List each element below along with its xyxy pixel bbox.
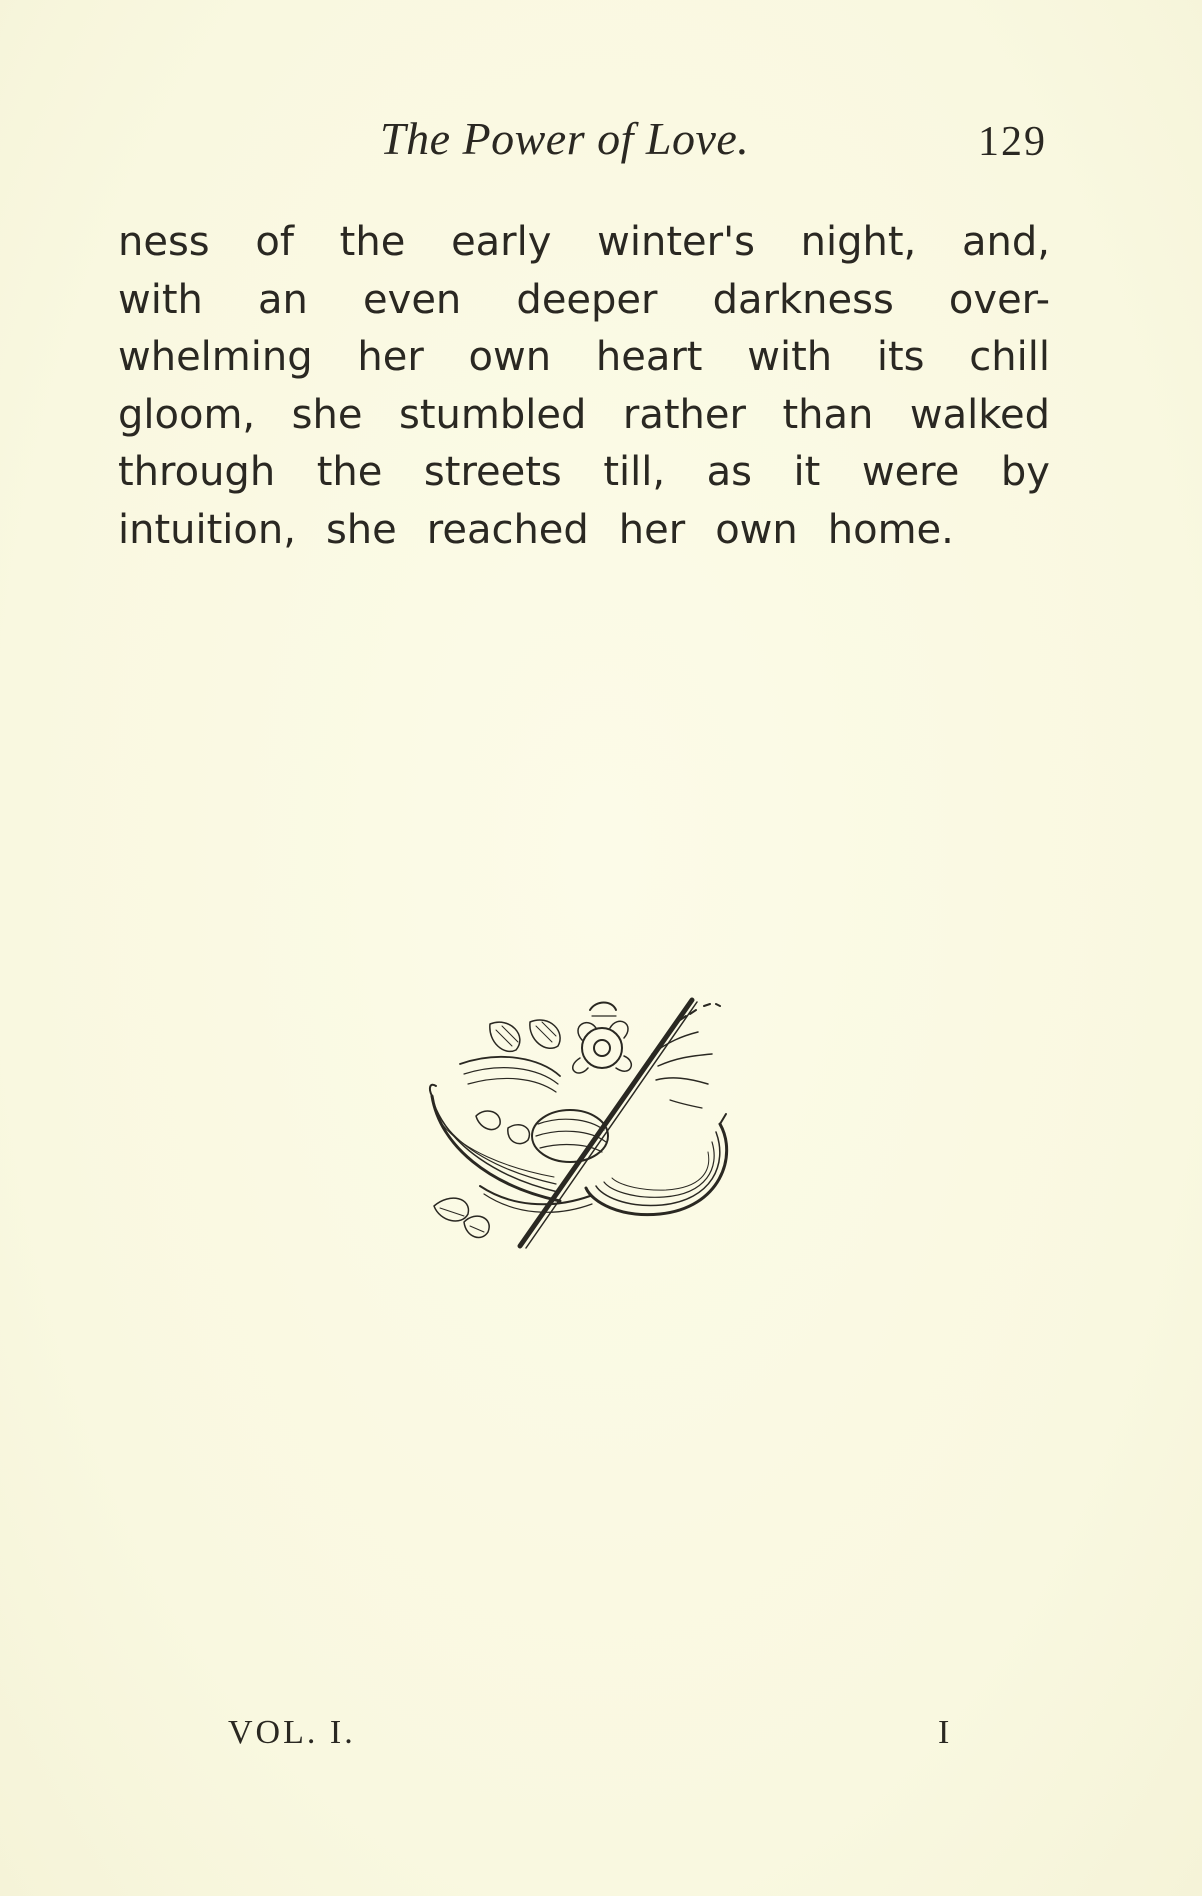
text-line — [118, 444, 1050, 502]
page-number: 129 — [978, 119, 1047, 165]
word: were — [861, 449, 960, 495]
word: she — [291, 391, 363, 438]
word: as — [706, 449, 752, 495]
word: night, — [800, 219, 917, 265]
word: through — [118, 449, 276, 495]
word: the — [316, 449, 383, 495]
word: and, — [962, 219, 1050, 265]
word: streets — [423, 449, 562, 495]
word: early — [451, 219, 552, 265]
word: stumbled — [399, 391, 587, 438]
word: intuition, — [118, 506, 296, 553]
word: till, — [603, 449, 666, 495]
word: an — [258, 276, 308, 323]
word: with — [118, 276, 203, 323]
word: than — [782, 391, 874, 438]
word: rather — [622, 391, 746, 438]
text-line — [118, 387, 1050, 445]
word: walked — [909, 391, 1050, 438]
text-line — [118, 329, 1050, 387]
word: winter's — [597, 219, 755, 265]
word: with — [747, 334, 833, 380]
word: her — [618, 506, 686, 553]
word: over- — [948, 276, 1050, 323]
gathering-signature-mark: I — [938, 1714, 950, 1751]
scythe-and-flowers-tailpiece-icon — [420, 996, 760, 1266]
word: deeper — [516, 276, 658, 323]
text-line — [118, 272, 1050, 330]
word: chill — [969, 334, 1050, 380]
word: even — [363, 276, 462, 323]
running-title: The Power of Love. — [380, 113, 750, 164]
word: whelming — [118, 334, 313, 380]
body-paragraph — [118, 214, 1050, 559]
text-line — [118, 502, 1050, 560]
word: of — [255, 219, 294, 265]
text-line — [118, 214, 1050, 272]
word: own — [468, 334, 552, 380]
word: by — [1000, 449, 1050, 495]
word: ness — [118, 219, 210, 265]
word: its — [876, 334, 925, 380]
word: own — [715, 506, 798, 553]
word: the — [339, 219, 406, 265]
word: her — [357, 334, 424, 380]
volume-signature: VOL. I. — [228, 1714, 356, 1751]
word: it — [793, 449, 821, 495]
word: heart — [595, 334, 703, 380]
word: gloom, — [118, 391, 256, 438]
word: she — [325, 506, 397, 553]
word: reached — [426, 506, 589, 553]
word: home. — [827, 506, 954, 553]
word: darkness — [712, 276, 894, 323]
